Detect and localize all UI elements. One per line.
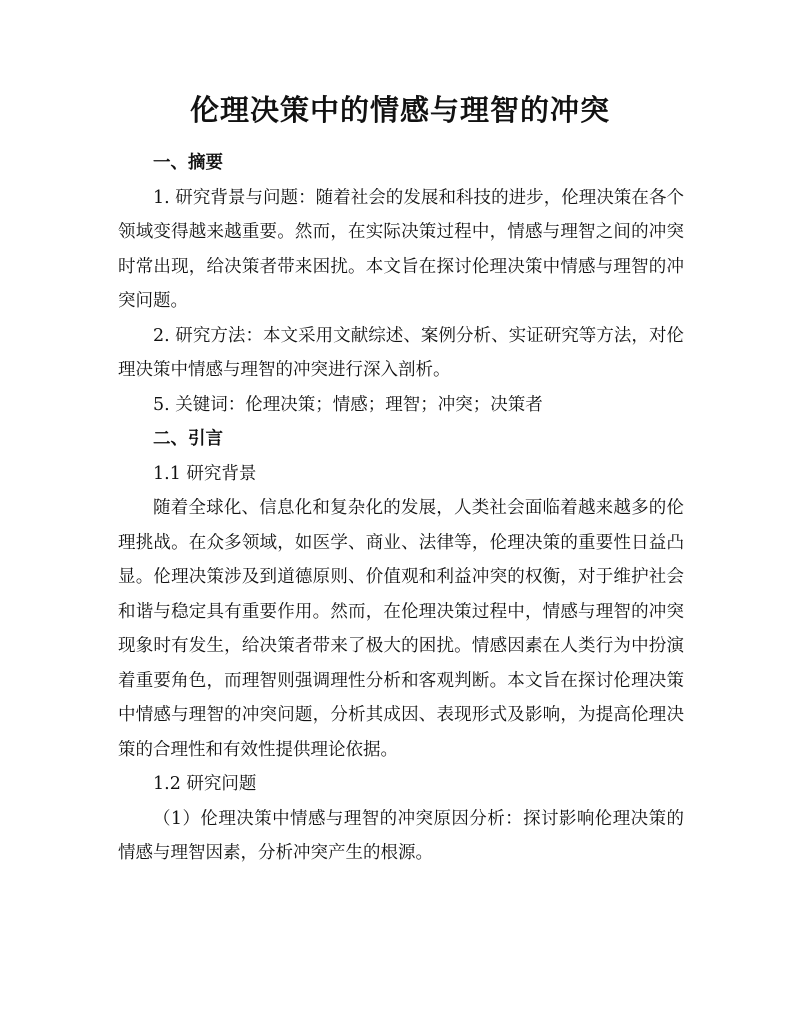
document-title: 伦理决策中的情感与理智的冲突	[189, 93, 610, 127]
intro-paragraph-background: 随着全球化、信息化和复杂化的发展，人类社会面临着越来越多的伦理挑战。在众多领域，如医学、商业、法律等，伦理决策的重要性日益凸显。伦理决策涉及到道德原则、价值观和利益冲突的权衡，对于维护社会和谐与稳定具有重要作用。然而，在伦理决策过程中，情感与理智的冲突现象时有发生，给决策者带来了极大的困扰。情感因素在人类行为中扮演着重要角色，而理智则强调理性分析和客观判断。本文旨在探讨伦理决策中情感与理智的冲突问题，分析其成因、表现形式及影响，为提高伦理决策的合理性和有效性提供理论依据。	[118, 498, 684, 760]
intro-paragraph-questions: （1）伦理决策中情感与理智的冲突原因分析：探讨影响伦理决策的情感与理智因素，分析冲突产生的根源。	[118, 808, 684, 863]
abstract-heading: 一、摘要	[153, 153, 223, 173]
intro-subheading-questions: 1.2 研究问题	[153, 774, 257, 794]
keywords-paragraph: 5. 关键词：伦理决策；情感；理智；冲突；决策者	[153, 394, 543, 415]
abstract-paragraph-2: 2. 研究方法：本文采用文献综述、案例分析、实证研究等方法，对伦理决策中情感与理智的冲突进行深入剖析。	[118, 325, 684, 380]
intro-subheading-background: 1.1 研究背景	[153, 463, 257, 484]
abstract-paragraph-1: 1. 研究背景与问题：随着社会的发展和科技的进步，伦理决策在各个领域变得越来越重要。然而，在实际决策过程中，情感与理智之间的冲突时常出现，给决策者带来困扰。本文旨在探讨伦理决策中情感与理智的冲突问题。	[118, 187, 684, 311]
intro-heading: 二、引言	[153, 429, 223, 449]
document-body	[118, 146, 684, 871]
